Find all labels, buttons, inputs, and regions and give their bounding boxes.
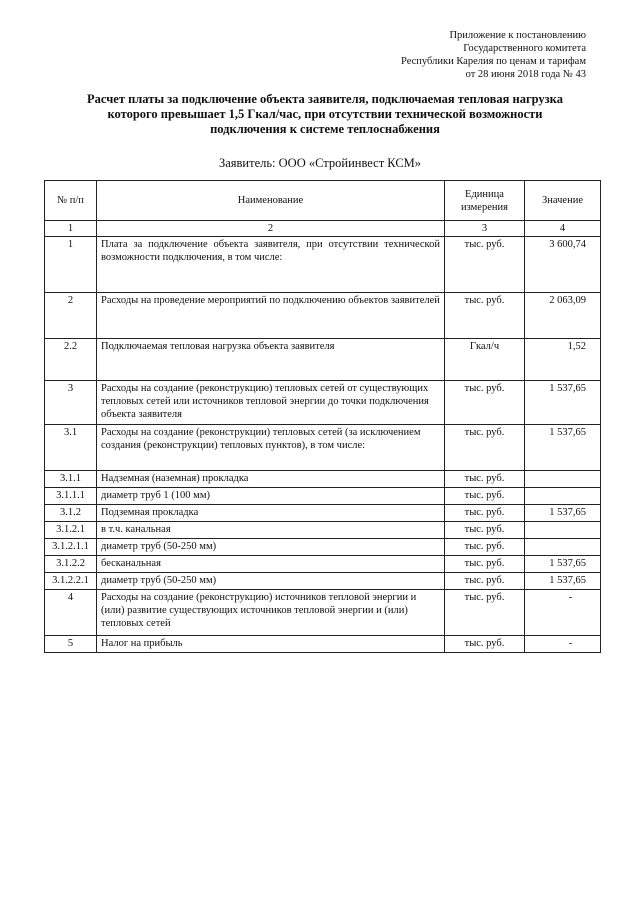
row-value (525, 471, 601, 488)
row-name: в т.ч. канальная (97, 522, 445, 539)
row-value (525, 522, 601, 539)
row-name: Подземная прокладка (97, 505, 445, 522)
table-row (45, 339, 601, 381)
row-num: 2.2 (45, 339, 97, 381)
row-name: Расходы на создание (реконструкцию) тепловых сетей от существующих тепловых сетей или источников тепловой энергии до точки подключения объекта заявителя (97, 381, 445, 425)
row-num: 2 (45, 293, 97, 339)
row-value: 1 537,65 (525, 381, 601, 425)
row-num: 5 (45, 636, 97, 653)
row-name: Плата за подключение объекта заявителя, при отсутствии технической возможности подключения, в том числе: (97, 237, 445, 293)
row-name: Налог на прибыль (97, 636, 445, 653)
header-number-3: 3 (445, 221, 525, 237)
table-row (45, 471, 601, 488)
table-header-row (45, 181, 601, 221)
header-number-2: 2 (97, 221, 445, 237)
row-name: Надземная (наземная) прокладка (97, 471, 445, 488)
row-name: Подключаемая тепловая нагрузка объекта заявителя (97, 339, 445, 381)
header-value: Значение (525, 181, 601, 221)
header-number-1: 1 (45, 221, 97, 237)
row-unit: тыс. руб. (445, 522, 525, 539)
table-row (45, 573, 601, 590)
row-unit: тыс. руб. (445, 471, 525, 488)
table-row (45, 237, 601, 293)
row-name: Расходы на проведение мероприятий по подключению объектов заявителей (97, 293, 445, 339)
appendix-line-3: Республики Карелия по ценам и тарифам (401, 56, 586, 67)
row-unit: тыс. руб. (445, 237, 525, 293)
table-row (45, 505, 601, 522)
table-row (45, 636, 601, 653)
applicant-line: Заявитель: ООО «Стройинвест КСМ» (218, 156, 422, 170)
appendix-line-4: от 28 июня 2018 года № 43 (465, 69, 586, 80)
header-num: № п/п (45, 181, 97, 221)
table-row (45, 539, 601, 556)
row-num: 1 (45, 237, 97, 293)
row-unit: тыс. руб. (445, 539, 525, 556)
row-value: 2 063,09 (525, 293, 601, 339)
row-num: 3.1.1.1 (45, 488, 97, 505)
table-row (45, 590, 601, 636)
appendix-line-2: Государственного комитета (463, 43, 586, 54)
row-name: Расходы на создание (реконструкции) тепловых сетей (за исключением создания (реконструкции) тепловых пунктов), в том числе: (97, 425, 445, 471)
row-value: 1 537,65 (525, 505, 601, 522)
row-num: 3.1.2.2.1 (45, 573, 97, 590)
document-title (70, 92, 580, 137)
table-row (45, 522, 601, 539)
row-value: 1 537,65 (525, 556, 601, 573)
row-value: 3 600,74 (525, 237, 601, 293)
table-row (45, 425, 601, 471)
row-unit: тыс. руб. (445, 556, 525, 573)
row-unit: Гкал/ч (445, 339, 525, 381)
appendix-note (401, 29, 586, 81)
row-num: 3 (45, 381, 97, 425)
row-name: диаметр труб (50-250 мм) (97, 539, 445, 556)
table-row (45, 381, 601, 425)
row-value (525, 488, 601, 505)
table-row (45, 293, 601, 339)
row-unit: тыс. руб. (445, 590, 525, 636)
table-row (45, 488, 601, 505)
row-num: 3.1 (45, 425, 97, 471)
calculation-table (44, 180, 601, 653)
header-unit: Единица измерения (445, 181, 525, 221)
row-value: - (525, 590, 601, 636)
row-unit: тыс. руб. (445, 293, 525, 339)
row-value (525, 539, 601, 556)
row-unit: тыс. руб. (445, 636, 525, 653)
header-number-4: 4 (525, 221, 601, 237)
title-line-1: Расчет платы за подключение объекта заявителя, подключаемая тепловая нагрузка (87, 92, 563, 106)
row-num: 3.1.2.1 (45, 522, 97, 539)
row-value: 1 537,65 (525, 573, 601, 590)
header-name: Наименование (97, 181, 445, 221)
row-value: 1 537,65 (525, 425, 601, 471)
row-value: 1,52 (525, 339, 601, 381)
title-line-3: подключения к системе теплоснабжения (210, 122, 440, 136)
row-unit: тыс. руб. (445, 425, 525, 471)
row-num: 4 (45, 590, 97, 636)
row-unit: тыс. руб. (445, 573, 525, 590)
title-line-2: которого превышает 1,5 Гкал/час, при отсутствии технической возможности (107, 107, 543, 121)
row-unit: тыс. руб. (445, 488, 525, 505)
row-name: диаметр труб (50-250 мм) (97, 573, 445, 590)
appendix-line-1: Приложение к постановлению (449, 30, 586, 41)
row-num: 3.1.2.2 (45, 556, 97, 573)
row-name: Расходы на создание (реконструкцию) источников тепловой энергии и (или) развитие существующих источников тепловой энергии и (или) тепловых сетей (97, 590, 445, 636)
row-num: 3.1.2.1.1 (45, 539, 97, 556)
row-name: диаметр труб 1 (100 мм) (97, 488, 445, 505)
row-unit: тыс. руб. (445, 381, 525, 425)
row-num: 3.1.2 (45, 505, 97, 522)
table-header-numbers-row (45, 221, 601, 237)
table-row (45, 556, 601, 573)
row-unit: тыс. руб. (445, 505, 525, 522)
row-name: бесканальная (97, 556, 445, 573)
row-value: - (525, 636, 601, 653)
row-num: 3.1.1 (45, 471, 97, 488)
